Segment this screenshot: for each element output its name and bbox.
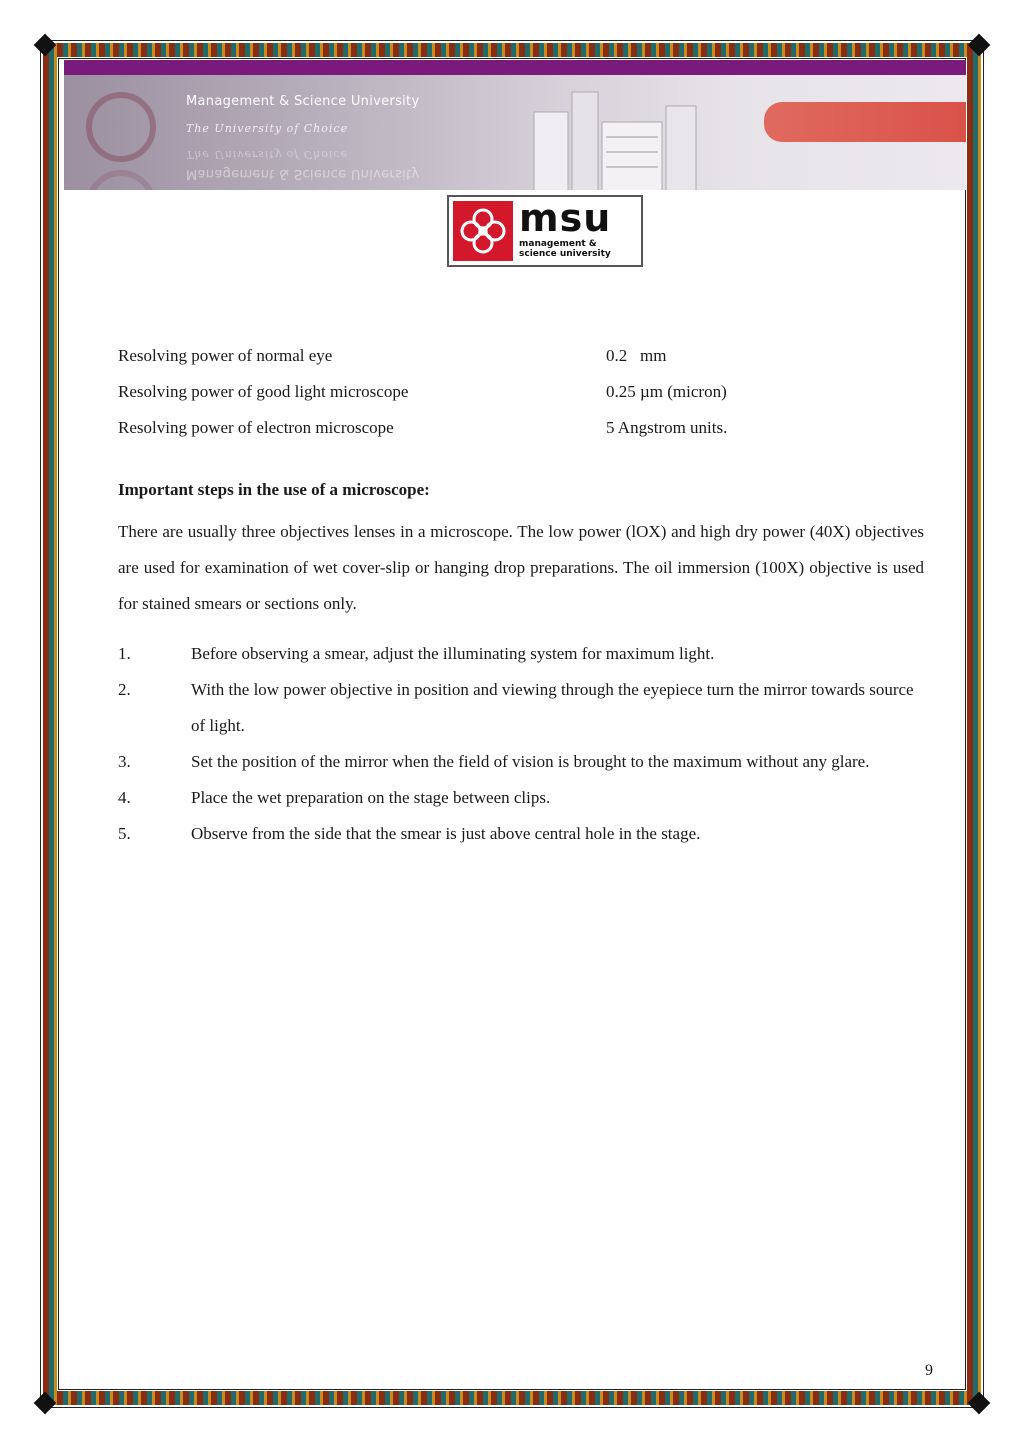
resolving-power-row [118, 410, 924, 446]
step-number: 5. [118, 824, 131, 843]
step-text: With the low power objective in position and viewing through the eyepiece turn the mirror towards source of light. [191, 680, 914, 735]
flower-emblem-icon [86, 92, 156, 162]
list-item [118, 636, 924, 672]
step-number: 4. [118, 788, 131, 807]
section-heading: Important steps in the use of a microscope: [118, 480, 430, 499]
step-number: 1. [118, 644, 131, 663]
banner-tagline-reflection: The University of Choice [186, 148, 349, 161]
document-body [118, 338, 924, 852]
campus-building-icon [514, 82, 734, 190]
resolving-power-value: 0.2 mm [606, 346, 667, 365]
resolving-power-row [118, 374, 924, 410]
logo-subtitle-line1: management & [519, 239, 597, 249]
banner-tagline: The University of Choice [186, 122, 349, 135]
resolving-power-value: 0.25 µm (micron) [606, 382, 727, 401]
resolving-power-label: Resolving power of good light microscope [118, 382, 409, 401]
resolving-power-label: Resolving power of normal eye [118, 346, 333, 365]
banner-red-accent [764, 102, 966, 142]
step-text: Observe from the side that the smear is just above central hole in the stage. [191, 824, 701, 843]
section-paragraph: There are usually three objectives lenses in a microscope. The low power (lOX) and high dry power (40X) objectives are used for examination of wet cover-slip or hanging drop preparations. The oil immersion (100X) objective is used for stained smears or sections only. [118, 522, 924, 613]
logo-wordmark: msu [519, 196, 612, 240]
steps-list [118, 636, 924, 852]
page-number: 9 [925, 1362, 933, 1379]
flower-emblem-reflection-icon [86, 170, 156, 190]
resolving-power-label: Resolving power of electron microscope [118, 418, 394, 437]
banner-university-name-reflection: Management & Science University [186, 166, 420, 181]
list-item [118, 816, 924, 852]
step-number: 3. [118, 752, 131, 771]
step-number: 2. [118, 680, 131, 699]
msu-logo [447, 195, 643, 267]
step-text: Before observing a smear, adjust the illuminating system for maximum light. [191, 644, 715, 663]
logo-subtitle [519, 239, 611, 259]
header-banner [64, 60, 966, 190]
logo-flower-icon [453, 201, 513, 261]
list-item [118, 672, 924, 744]
step-text: Place the wet preparation on the stage between clips. [191, 788, 551, 807]
logo-subtitle-line2: science university [519, 249, 611, 259]
list-item [118, 780, 924, 816]
step-text: Set the position of the mirror when the field of vision is brought to the maximum without any glare. [191, 752, 870, 771]
banner-bar [64, 60, 966, 75]
resolving-power-row [118, 338, 924, 374]
list-item [118, 744, 924, 780]
banner-university-name: Management & Science University [186, 94, 420, 109]
resolving-power-value: 5 Angstrom units. [606, 418, 728, 437]
